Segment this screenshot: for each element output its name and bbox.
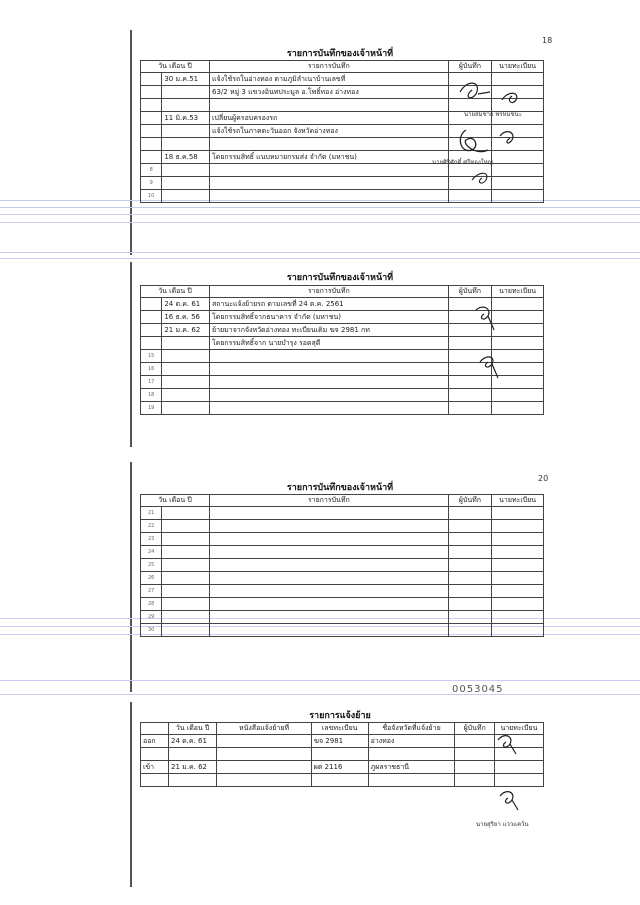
col-desc-header: รายการบันทึก <box>210 61 449 73</box>
page-number: 18 <box>542 36 553 45</box>
col-desc-header: รายการบันทึก <box>210 286 449 298</box>
col-recorder-header: ผู้บันทึก <box>448 495 492 507</box>
row-number: 29 <box>141 611 162 624</box>
col-desc-header: รายการบันทึก <box>210 495 449 507</box>
row-number: 30 <box>141 624 162 637</box>
binding-line-2 <box>130 262 132 447</box>
row-number: 9 <box>141 177 162 190</box>
row-date: 18 ธ.ค.58 <box>162 151 210 164</box>
row-registrar <box>492 611 544 624</box>
section-title: รายการบันทึกของเจ้าหน้าที่ <box>286 49 394 59</box>
row-date <box>162 585 210 598</box>
row-type <box>141 748 169 761</box>
table-row <box>141 572 544 585</box>
row-registrar <box>492 624 544 637</box>
col-recorder-header: ผู้บันทึก <box>448 61 492 73</box>
row-date <box>169 774 217 787</box>
row-number: 23 <box>141 533 162 546</box>
row-type: ออก <box>141 735 169 748</box>
signature-2-name: นายศิริศักดิ์ ศรีทองใหญ่ <box>432 159 493 166</box>
scan-artifact <box>0 207 640 208</box>
row-registrar <box>492 507 544 520</box>
row-description: แจ้งใช้รถในภาคตะวันออก จังหวัดอ่างทอง <box>210 125 449 138</box>
col-letter-header: หนังสือแจ้งย้ายที่ <box>217 723 311 735</box>
col-plate-header: เลขทะเบียน <box>311 723 368 735</box>
row-registrar <box>492 533 544 546</box>
row-recorder <box>448 546 492 559</box>
row-description <box>210 164 449 177</box>
section-title: รายการบันทึกของเจ้าหน้าที่ <box>286 483 394 493</box>
row-date <box>162 376 210 389</box>
row-number <box>141 86 162 99</box>
row-date <box>162 598 210 611</box>
table-row <box>141 533 544 546</box>
row-date: 21 ม.ค. 62 <box>169 761 217 774</box>
row-number <box>141 298 162 311</box>
row-description <box>210 559 449 572</box>
row-date <box>162 138 210 151</box>
row-number <box>141 151 162 164</box>
row-recorder <box>448 389 492 402</box>
row-date <box>162 337 210 350</box>
col-province-header: ชื่อจังหวัดที่แจ้งย้าย <box>368 723 455 735</box>
row-letter <box>217 735 311 748</box>
row-province <box>368 748 455 761</box>
row-date <box>162 402 210 415</box>
binding-line-4 <box>130 702 132 887</box>
row-date: 16 ธ.ค. 56 <box>162 311 210 324</box>
row-date <box>162 177 210 190</box>
row-number <box>141 73 162 86</box>
row-letter <box>217 774 311 787</box>
scan-artifact <box>0 252 640 253</box>
row-date <box>162 520 210 533</box>
row-description: โดยกรรมสิทธิ์ แนบหมายกรมส่ง จำกัด (มหาชน) <box>210 151 449 164</box>
row-province: ภูผลราชธานี <box>368 761 455 774</box>
col-date-header: วัน เดือน ปี <box>141 286 210 298</box>
row-number: 16 <box>141 363 162 376</box>
row-description: ย้ายมาจากจังหวัดอ่างทอง ทะเบียนเดิม ฆจ 2981 กท <box>210 324 449 337</box>
signature-4-name: นายสุริยา แววแคว้น <box>476 821 529 828</box>
row-recorder <box>448 572 492 585</box>
row-number: 15 <box>141 350 162 363</box>
row-date <box>162 363 210 376</box>
row-date <box>162 350 210 363</box>
row-description <box>210 138 449 151</box>
col-recorder-header: ผู้บันทึก <box>448 286 492 298</box>
row-description <box>210 520 449 533</box>
row-type <box>141 774 169 787</box>
row-date <box>162 559 210 572</box>
row-date <box>162 164 210 177</box>
row-registrar <box>492 389 544 402</box>
row-number: 21 <box>141 507 162 520</box>
row-description <box>210 611 449 624</box>
row-description <box>210 533 449 546</box>
col-date-header: วัน เดือน ปี <box>141 495 210 507</box>
row-date <box>162 86 210 99</box>
row-number: 10 <box>141 190 162 203</box>
row-number <box>141 337 162 350</box>
section-title: รายการบันทึกของเจ้าหน้าที่ <box>286 273 394 283</box>
table-row <box>141 507 544 520</box>
row-description: เปลี่ยนผู้ครอบครองรถ <box>210 112 449 125</box>
signature-1 <box>420 70 550 125</box>
col-recorder-header: ผู้บันทึก <box>455 723 494 735</box>
row-number: 24 <box>141 546 162 559</box>
row-date: 21 ม.ค. 62 <box>162 324 210 337</box>
col-registrar-header: นายทะเบียน <box>492 495 544 507</box>
row-description: โดยกรรมสิทธิ์จาก นายบำรุง รอดสุดี <box>210 337 449 350</box>
row-description <box>210 190 449 203</box>
row-description <box>210 402 449 415</box>
signature-3 <box>446 300 546 390</box>
signature-1-name: นายสมชาย พรหมชนะ <box>464 111 522 118</box>
row-description <box>210 598 449 611</box>
col-registrar-header: นายทะเบียน <box>492 61 544 73</box>
row-description <box>210 99 449 112</box>
row-number <box>141 138 162 151</box>
stamp-number: 0053045 <box>452 684 504 695</box>
row-recorder <box>448 559 492 572</box>
row-registrar <box>492 402 544 415</box>
row-date: 11 มิ.ค.53 <box>162 112 210 125</box>
row-registrar <box>492 520 544 533</box>
row-number <box>141 112 162 125</box>
row-registrar <box>492 598 544 611</box>
row-date: 24 ต.ค. 61 <box>162 298 210 311</box>
row-type: เข้า <box>141 761 169 774</box>
table-row <box>141 624 544 637</box>
row-registrar <box>492 546 544 559</box>
row-province: อ่างทอง <box>368 735 455 748</box>
row-description <box>210 389 449 402</box>
row-number <box>141 99 162 112</box>
row-description <box>210 624 449 637</box>
row-recorder <box>448 507 492 520</box>
row-date: 24 ต.ค. 61 <box>169 735 217 748</box>
header-row <box>141 495 544 507</box>
row-date <box>162 99 210 112</box>
row-date <box>162 624 210 637</box>
row-recorder <box>448 402 492 415</box>
header-row <box>141 286 544 298</box>
row-number: 17 <box>141 376 162 389</box>
row-letter <box>217 761 311 774</box>
row-plate: ผต 2116 <box>311 761 368 774</box>
section-title: รายการแจ้งย้าย <box>309 711 371 721</box>
row-date <box>169 748 217 761</box>
row-number: 26 <box>141 572 162 585</box>
row-description <box>210 350 449 363</box>
row-date <box>162 125 210 138</box>
table-row <box>141 611 544 624</box>
table-row <box>141 520 544 533</box>
binding-line-3 <box>130 462 132 692</box>
row-plate <box>311 774 368 787</box>
scan-artifact <box>0 258 640 259</box>
signature-4 <box>476 730 556 830</box>
row-recorder <box>448 611 492 624</box>
table-row <box>141 402 544 415</box>
row-number <box>141 311 162 324</box>
scan-artifact <box>0 680 640 681</box>
table-row <box>141 598 544 611</box>
row-date <box>162 507 210 520</box>
row-number: 25 <box>141 559 162 572</box>
row-number: 22 <box>141 520 162 533</box>
row-description <box>210 363 449 376</box>
table-row <box>141 559 544 572</box>
row-number: 27 <box>141 585 162 598</box>
row-date: 30 ม.ค.51 <box>162 73 210 86</box>
col-date-header: วัน เดือน ปี <box>141 61 210 73</box>
row-description: สถานะแจ้งย้ายรถ ตามเลขที่ 24 ต.ค. 2561 <box>210 298 449 311</box>
row-registrar <box>492 572 544 585</box>
row-description: โดยกรรมสิทธิ์จากธนาคาร จำกัด (มหาชน) <box>210 311 449 324</box>
row-description <box>210 572 449 585</box>
row-description <box>210 507 449 520</box>
row-description <box>210 376 449 389</box>
row-date <box>162 389 210 402</box>
row-date <box>162 611 210 624</box>
row-recorder <box>448 624 492 637</box>
table-row <box>141 389 544 402</box>
col-registrar-header: นายทะเบียน <box>492 286 544 298</box>
row-plate: ฆจ 2981 <box>311 735 368 748</box>
row-date <box>162 533 210 546</box>
row-description <box>210 585 449 598</box>
scan-artifact <box>0 222 640 223</box>
row-number <box>141 324 162 337</box>
row-registrar <box>492 585 544 598</box>
row-number: 18 <box>141 389 162 402</box>
row-date <box>162 190 210 203</box>
row-number <box>141 125 162 138</box>
page-number: 20 <box>538 474 549 483</box>
row-number: 8 <box>141 164 162 177</box>
row-description: แจ้งใช้รถในอ่างทอง ตามภูมิลำเนาบ้านเลขที่ <box>210 73 449 86</box>
row-province <box>368 774 455 787</box>
col-date-header: วัน เดือน ปี <box>169 723 217 735</box>
row-description: 63/2 หมู่ 3 แขวงอินทประมูล อ.โพธิ์ทอง อ่างทอง <box>210 86 449 99</box>
row-description <box>210 177 449 190</box>
table-row <box>141 546 544 559</box>
row-description <box>210 546 449 559</box>
scan-artifact <box>0 214 640 215</box>
col-registrar-header: นายทะเบียน <box>494 723 543 735</box>
row-registrar <box>492 559 544 572</box>
scan-artifact <box>0 694 640 695</box>
row-date <box>162 572 210 585</box>
signature-2 <box>420 120 550 200</box>
row-number: 19 <box>141 402 162 415</box>
row-recorder <box>448 533 492 546</box>
row-recorder <box>448 520 492 533</box>
row-recorder <box>448 585 492 598</box>
row-date <box>162 546 210 559</box>
row-recorder <box>448 598 492 611</box>
row-letter <box>217 748 311 761</box>
row-plate <box>311 748 368 761</box>
table-row <box>141 585 544 598</box>
ledger-table-3 <box>140 494 544 637</box>
row-number: 28 <box>141 598 162 611</box>
col-type-header <box>141 723 169 735</box>
